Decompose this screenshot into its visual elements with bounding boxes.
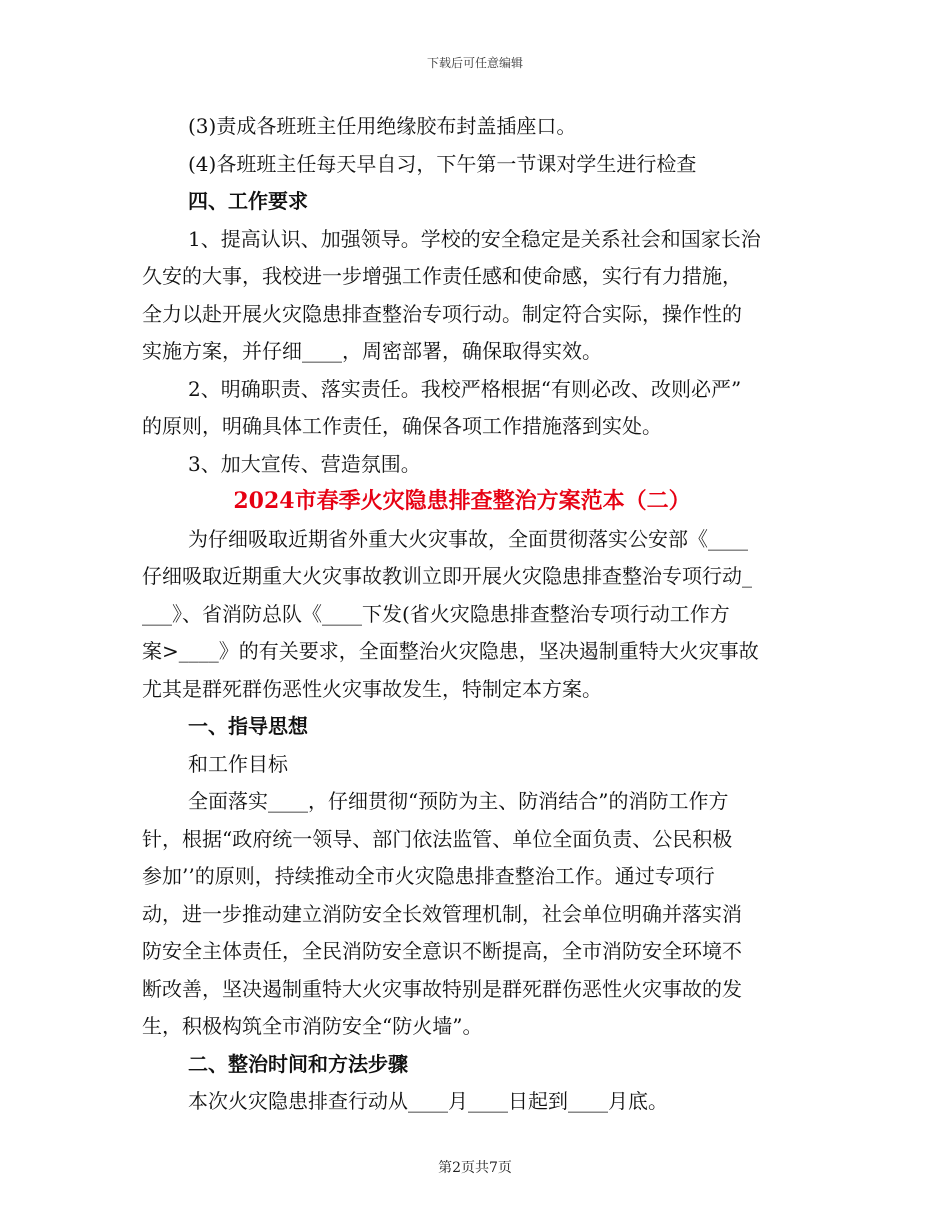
paragraph-line: 1、提高认识、加强领导。学校的安全稳定是关系社会和国家长治: [188, 226, 761, 251]
section-heading: 四、工作要求: [188, 189, 308, 213]
paragraph-line: 全力以赴开展火灾隐患排查整治专项行动。制定符合实际，操作性的: [142, 301, 742, 326]
paragraph-line: 本次火灾隐患排查行动从____月____日起到____月底。: [188, 1089, 668, 1113]
paragraph-line: (4)各班班主任每天早自习，下午第一节课对学生进行检查: [188, 151, 697, 176]
paragraph-line: 参加’’的原则，持续推动全市火灾隐患排查整治工作。通过专项行: [142, 864, 715, 888]
paragraph-line: 仔细吸取近期重大火灾事故教训立即开展火灾隐患排查整治专项行动_: [142, 564, 752, 588]
page-header: 下载后可任意编辑: [426, 56, 523, 70]
paragraph-line: 案>____》的有关要求，全面整治火灾隐患，坚决遏制重特大火灾事故: [142, 639, 759, 663]
paragraph-line: 实施方案，并仔细____，周密部署，确保取得实效。: [142, 339, 602, 363]
paragraph-line: ___》、省消防总队《____下发(省火灾隐患排查整治专项行动工作方: [142, 601, 730, 626]
paragraph-line: 久安的大事，我校进一步增强工作责任感和使命感，实行有力措施，: [142, 264, 742, 288]
paragraph-line: 和工作目标: [188, 751, 288, 776]
paragraph-line: 生，积极构筑全市消防安全“防火墙”。: [142, 1014, 483, 1038]
paragraph-line: 为仔细吸取近期省外重大火灾事故，全面贯彻落实公安部《____: [188, 526, 748, 551]
paragraph-line: 断改善，坚决遏制重特大火灾事故特别是群死群伤恶性火灾事故的发: [142, 976, 742, 1001]
paragraph-line: 全面落实____，仔细贯彻“预防为主、防消结合”的消防工作方: [188, 789, 729, 813]
page-number: 第2页共7页: [438, 1160, 512, 1176]
paragraph-line: 的原则，明确具体工作责任，确保各项工作措施落到实处。: [142, 414, 662, 438]
paragraph-line: 动，进一步推动建立消防安全长效管理机制，社会单位明确并落实消: [142, 901, 742, 926]
section-heading: 二、整治时间和方法步骤: [188, 1051, 408, 1076]
paragraph-line: 尤其是群死群伤恶性火灾事故发生，特制定本方案。: [142, 676, 602, 701]
document-title: 2024市春季火灾隐患排查整治方案范本（二）: [233, 488, 691, 514]
paragraph-line: 防安全主体责任，全民消防安全意识不断提高，全市消防安全环境不: [142, 939, 742, 963]
paragraph-line: (3)责成各班班主任用绝缘胶布封盖插座口。: [188, 114, 577, 138]
document-body: [142, 108, 812, 1121]
paragraph-line: 2、明确职责、落实责任。我校严格根据“有则必改、改则必严”: [188, 376, 742, 401]
paragraph-line: 针，根据“政府统一领导、部门依法监管、单位全面负责、公民积极: [142, 826, 733, 851]
paragraph-line: 3、加大宣传、营造氛围。: [188, 451, 421, 476]
section-heading: 一、指导思想: [188, 714, 308, 738]
